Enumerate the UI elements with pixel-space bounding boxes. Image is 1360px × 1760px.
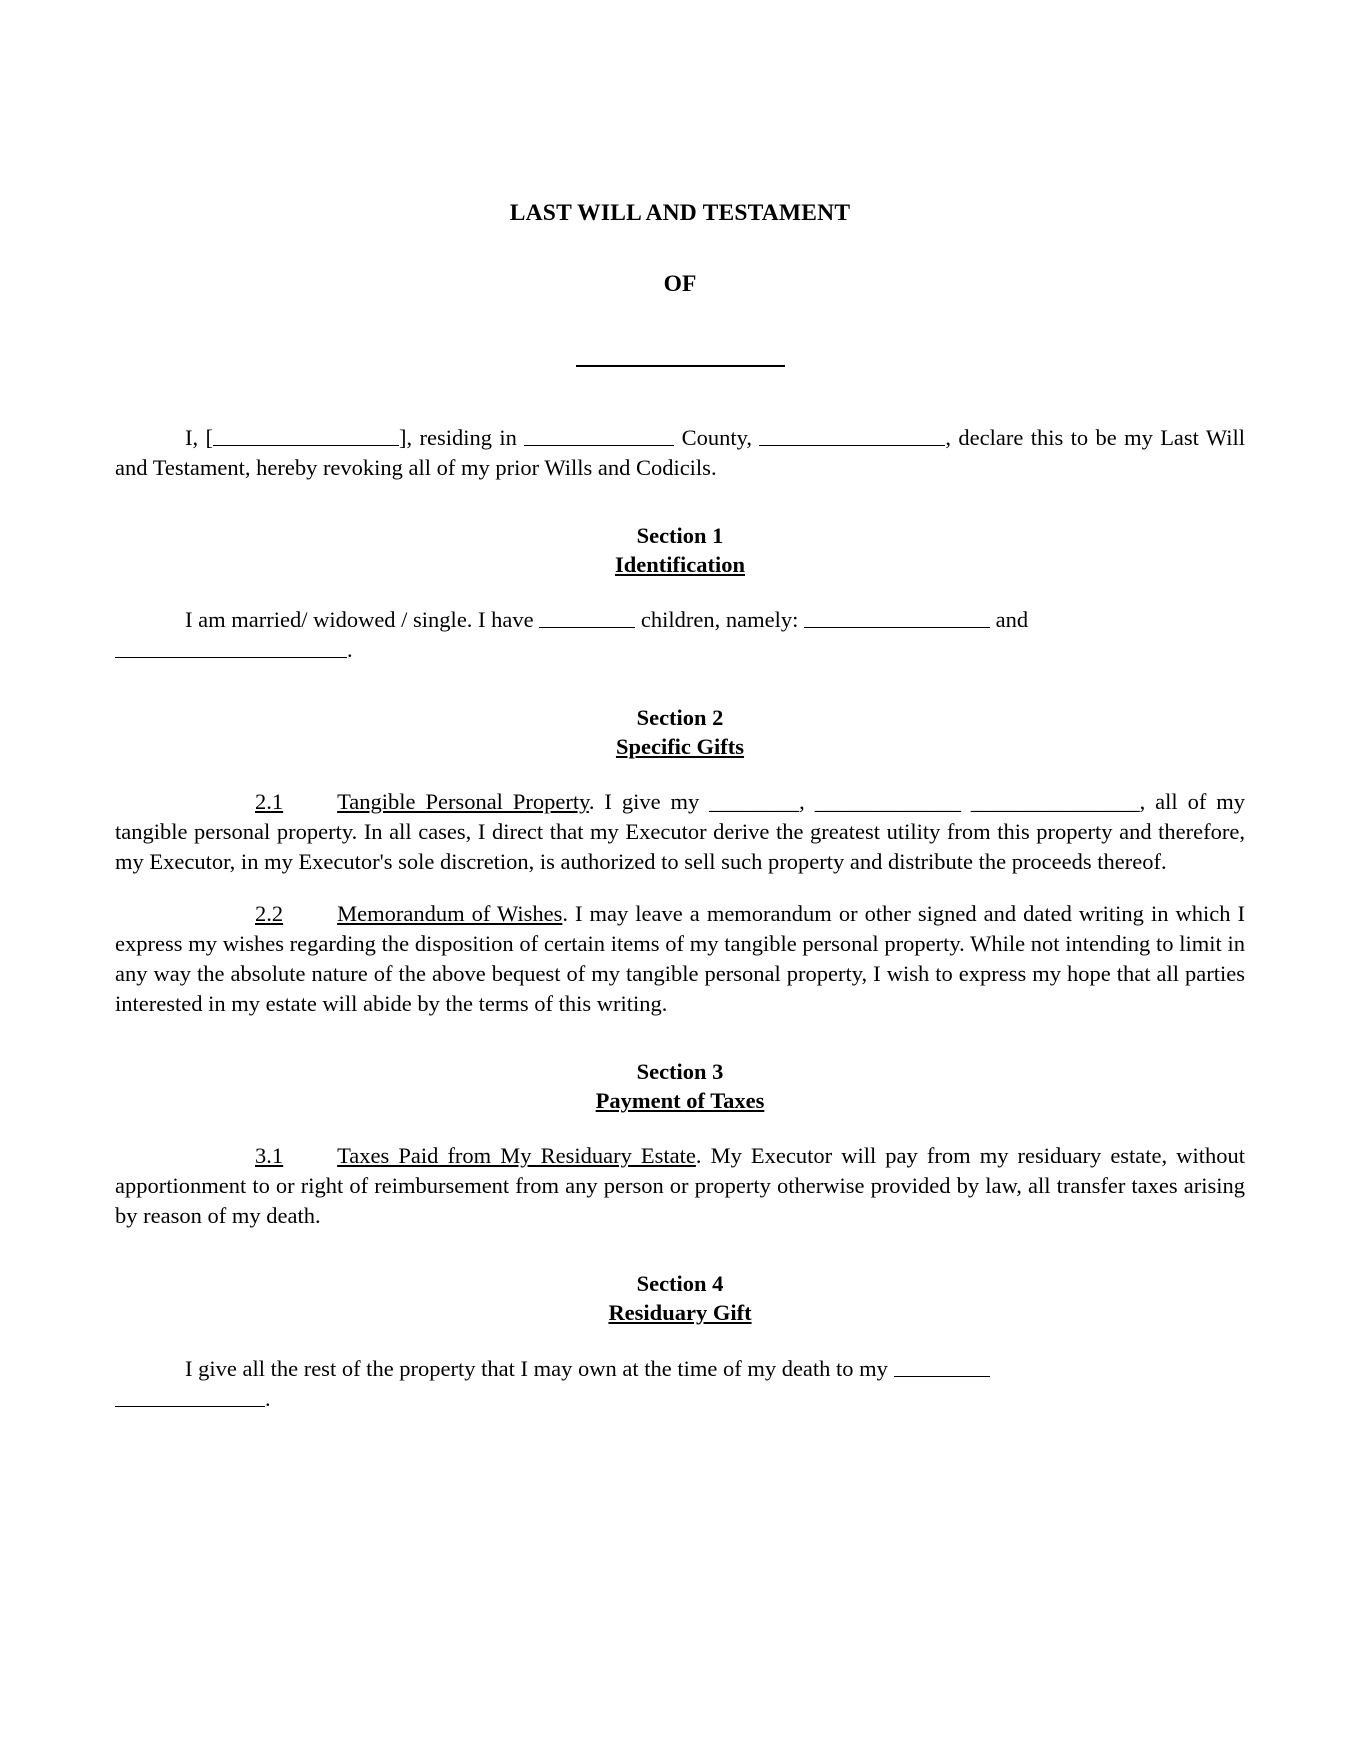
testator-name-blank-row	[115, 338, 1245, 367]
section-1-number: Section 1	[636, 522, 724, 548]
section-1-body	[115, 605, 1245, 665]
clause-2-1-number: 2.1	[255, 789, 284, 815]
child-name-1-input[interactable]	[804, 606, 990, 628]
clause-2-1-text: . I give my ________, _____________ _______________, all of my tangible personal property. In all cases, I direct that my Executor derive the greatest utility from this property and therefore, my Executor, in my Executor's sole discretion, is authorized to sell such property and distribute the proceeds thereof.	[115, 789, 1245, 875]
clause-2-1	[115, 787, 1245, 877]
preamble-part4: , declare this to be my Last Will and Testament, hereby revoking all of my prior Wills and Codicils.	[115, 424, 1245, 480]
section-4-name: Residuary Gift	[608, 1300, 752, 1326]
section-4-body	[115, 1354, 1245, 1414]
identification-text-before: I am married/ widowed / single. I have	[185, 607, 540, 633]
preamble-county-input[interactable]	[524, 424, 674, 446]
clause-2-2-number: 2.2	[255, 901, 284, 927]
section-2-number: Section 2	[636, 704, 724, 730]
preamble-name-input[interactable]	[213, 424, 399, 446]
clause-2-2	[115, 899, 1245, 1019]
clause-3-1-heading: Taxes Paid from My Residuary Estate	[337, 1143, 696, 1169]
section-2-body	[115, 787, 1245, 1018]
section-2-heading	[115, 703, 1245, 762]
preamble-part1: I, [	[185, 424, 213, 450]
preamble-part3: County,	[674, 424, 760, 450]
section-1-name: Identification	[614, 551, 745, 577]
children-count-input[interactable]	[539, 606, 635, 628]
clause-2-1-heading: Tangible Personal Property	[337, 789, 589, 815]
section-3-number: Section 3	[636, 1058, 724, 1084]
preamble-state-input[interactable]	[759, 424, 945, 446]
section-4-heading	[115, 1269, 1245, 1328]
section-4-number: Section 4	[636, 1271, 724, 1297]
residuary-paragraph	[115, 1354, 1245, 1414]
identification-text-after: and	[989, 607, 1029, 633]
preamble-part2: ], residing in	[398, 424, 525, 450]
clause-3-1	[115, 1141, 1245, 1231]
residuary-beneficiary-1-input[interactable]	[894, 1355, 990, 1377]
preamble-paragraph	[115, 423, 1245, 483]
section-3-name: Payment of Taxes	[595, 1088, 765, 1114]
clause-3-1-text: . My Executor will pay from my residuary estate, without apportionment to or right of reimbursement from any person or property otherwise provided by law, all transfer taxes arising by reason of my death.	[115, 1143, 1245, 1229]
section-3-heading	[115, 1057, 1245, 1116]
section-3-body	[115, 1141, 1245, 1231]
clause-3-1-number: 3.1	[255, 1143, 284, 1169]
section-2-name: Specific Gifts	[615, 734, 745, 760]
of-label: OF	[663, 271, 697, 297]
page-title: LAST WILL AND TESTAMENT	[509, 200, 851, 226]
identification-paragraph	[115, 605, 1245, 665]
testator-name-field[interactable]	[576, 339, 785, 367]
identification-text-mid: children, namely:	[635, 607, 804, 633]
identification-text-end: .	[347, 636, 353, 662]
residuary-text-before: I give all the rest of the property that I may own at the time of my death to my	[185, 1355, 894, 1381]
residuary-text-end: .	[265, 1385, 271, 1411]
child-name-2-input[interactable]	[115, 636, 347, 658]
residuary-beneficiary-2-input[interactable]	[115, 1385, 265, 1407]
section-1-heading	[115, 521, 1245, 580]
clause-2-2-heading: Memorandum of Wishes	[337, 901, 563, 927]
clause-2-2-text: . I may leave a memorandum or other signed and dated writing in which I express my wishes regarding the disposition of certain items of my tangible personal property. While not intending to limit in any way the absolute nature of the above bequest of my tangible personal property, I wish to express my hope that all parties interested in my estate will abide by the terms of this writing.	[115, 901, 1245, 1016]
